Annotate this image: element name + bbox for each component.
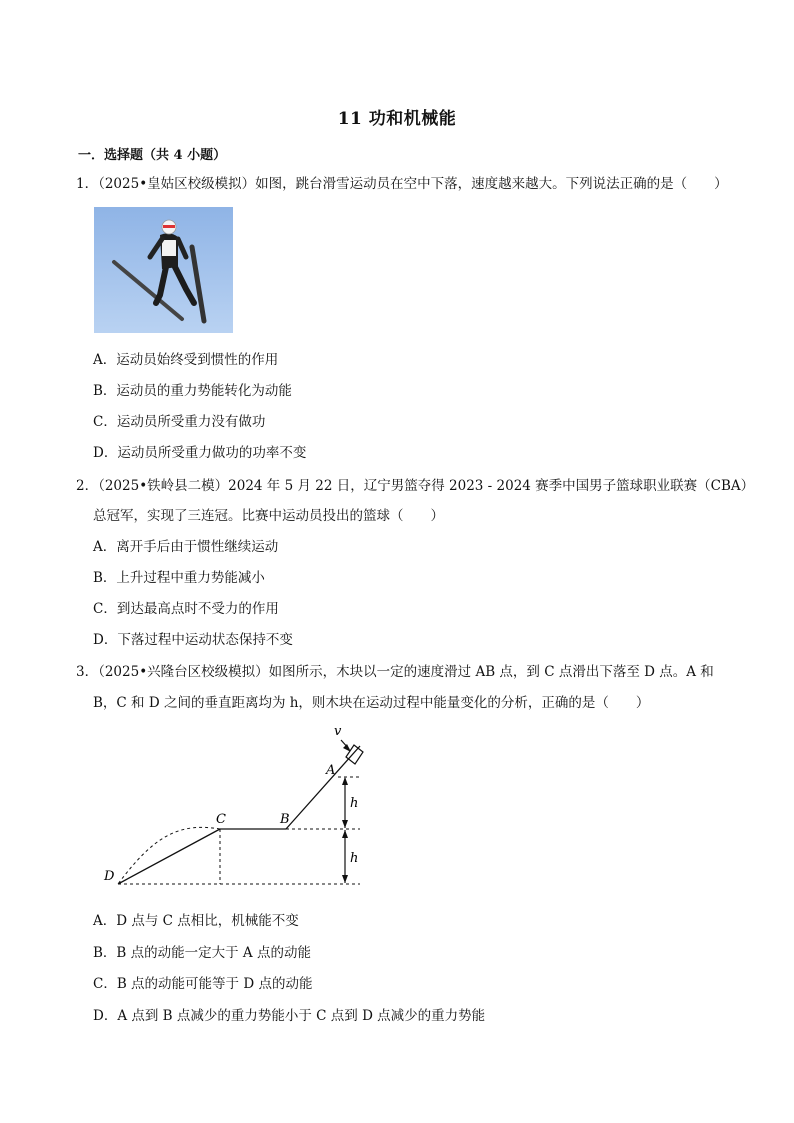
label-c: C bbox=[216, 812, 226, 827]
option-2a: A．离开手后由于惯性继续运动 bbox=[93, 539, 279, 555]
slope-diagram bbox=[98, 722, 368, 892]
option-2c: C．到达最高点时不受力的作用 bbox=[93, 601, 279, 617]
option-3d: D．A 点到 B 点减少的重力势能小于 C 点到 D 点减少的重力势能 bbox=[93, 1008, 486, 1024]
option-2d: D．下落过程中运动状态保持不变 bbox=[93, 632, 293, 648]
label-v: v bbox=[334, 724, 342, 739]
slope-cd bbox=[118, 829, 220, 884]
section-heading: 一．选择题（共 4 小题） bbox=[78, 148, 227, 163]
question-2-stem-line-2: 总冠军，实现了三连冠。比赛中运动员投出的篮球（ ） bbox=[93, 508, 444, 524]
label-h-lower: h bbox=[350, 851, 359, 866]
option-2b: B．上升过程中重力势能减小 bbox=[93, 570, 265, 586]
option-3b: B．B 点的动能一定大于 A 点的动能 bbox=[93, 945, 311, 961]
question-2-stem-line-1: 2．（2025•铁岭县二模）2024 年 5 月 22 日，辽宁男篮夺得 2023 - 2024 赛季中国男子篮球职业联赛（CBA） bbox=[76, 478, 755, 494]
option-1b: B．运动员的重力势能转化为动能 bbox=[93, 383, 292, 399]
option-3a: A．D 点与 C 点相比，机械能不变 bbox=[93, 913, 299, 929]
option-1c: C．运动员所受重力没有做功 bbox=[93, 414, 266, 430]
ski-jumper-photo bbox=[94, 207, 233, 333]
label-b: B bbox=[280, 812, 290, 827]
question-3-stem-line-1: 3．（2025•兴隆台区校级模拟）如图所示，木块以一定的速度滑过 AB 点，到 C 点滑出下落至 D 点。A 和 bbox=[76, 664, 714, 680]
question-1-stem: 1．（2025•皇姑区校级模拟）如图，跳台滑雪运动员在空中下落，速度越来越大。下列说法正确的是（ ） bbox=[76, 176, 728, 192]
label-a: A bbox=[326, 763, 336, 778]
option-1d: D．运动员所受重力做功的功率不变 bbox=[93, 445, 307, 461]
incline-ab bbox=[286, 746, 360, 829]
label-h-upper: h bbox=[350, 796, 359, 811]
question-3-stem-line-2: B，C 和 D 之间的垂直距离均为 h，则木块在运动过程中能量变化的分析，正确的是（ ） bbox=[93, 695, 650, 711]
option-1a: A．运动员始终受到惯性的作用 bbox=[93, 352, 279, 368]
option-3c: C．B 点的动能可能等于 D 点的动能 bbox=[93, 976, 313, 992]
page-title: 11 功和机械能 bbox=[337, 109, 457, 129]
label-d: D bbox=[104, 869, 115, 884]
